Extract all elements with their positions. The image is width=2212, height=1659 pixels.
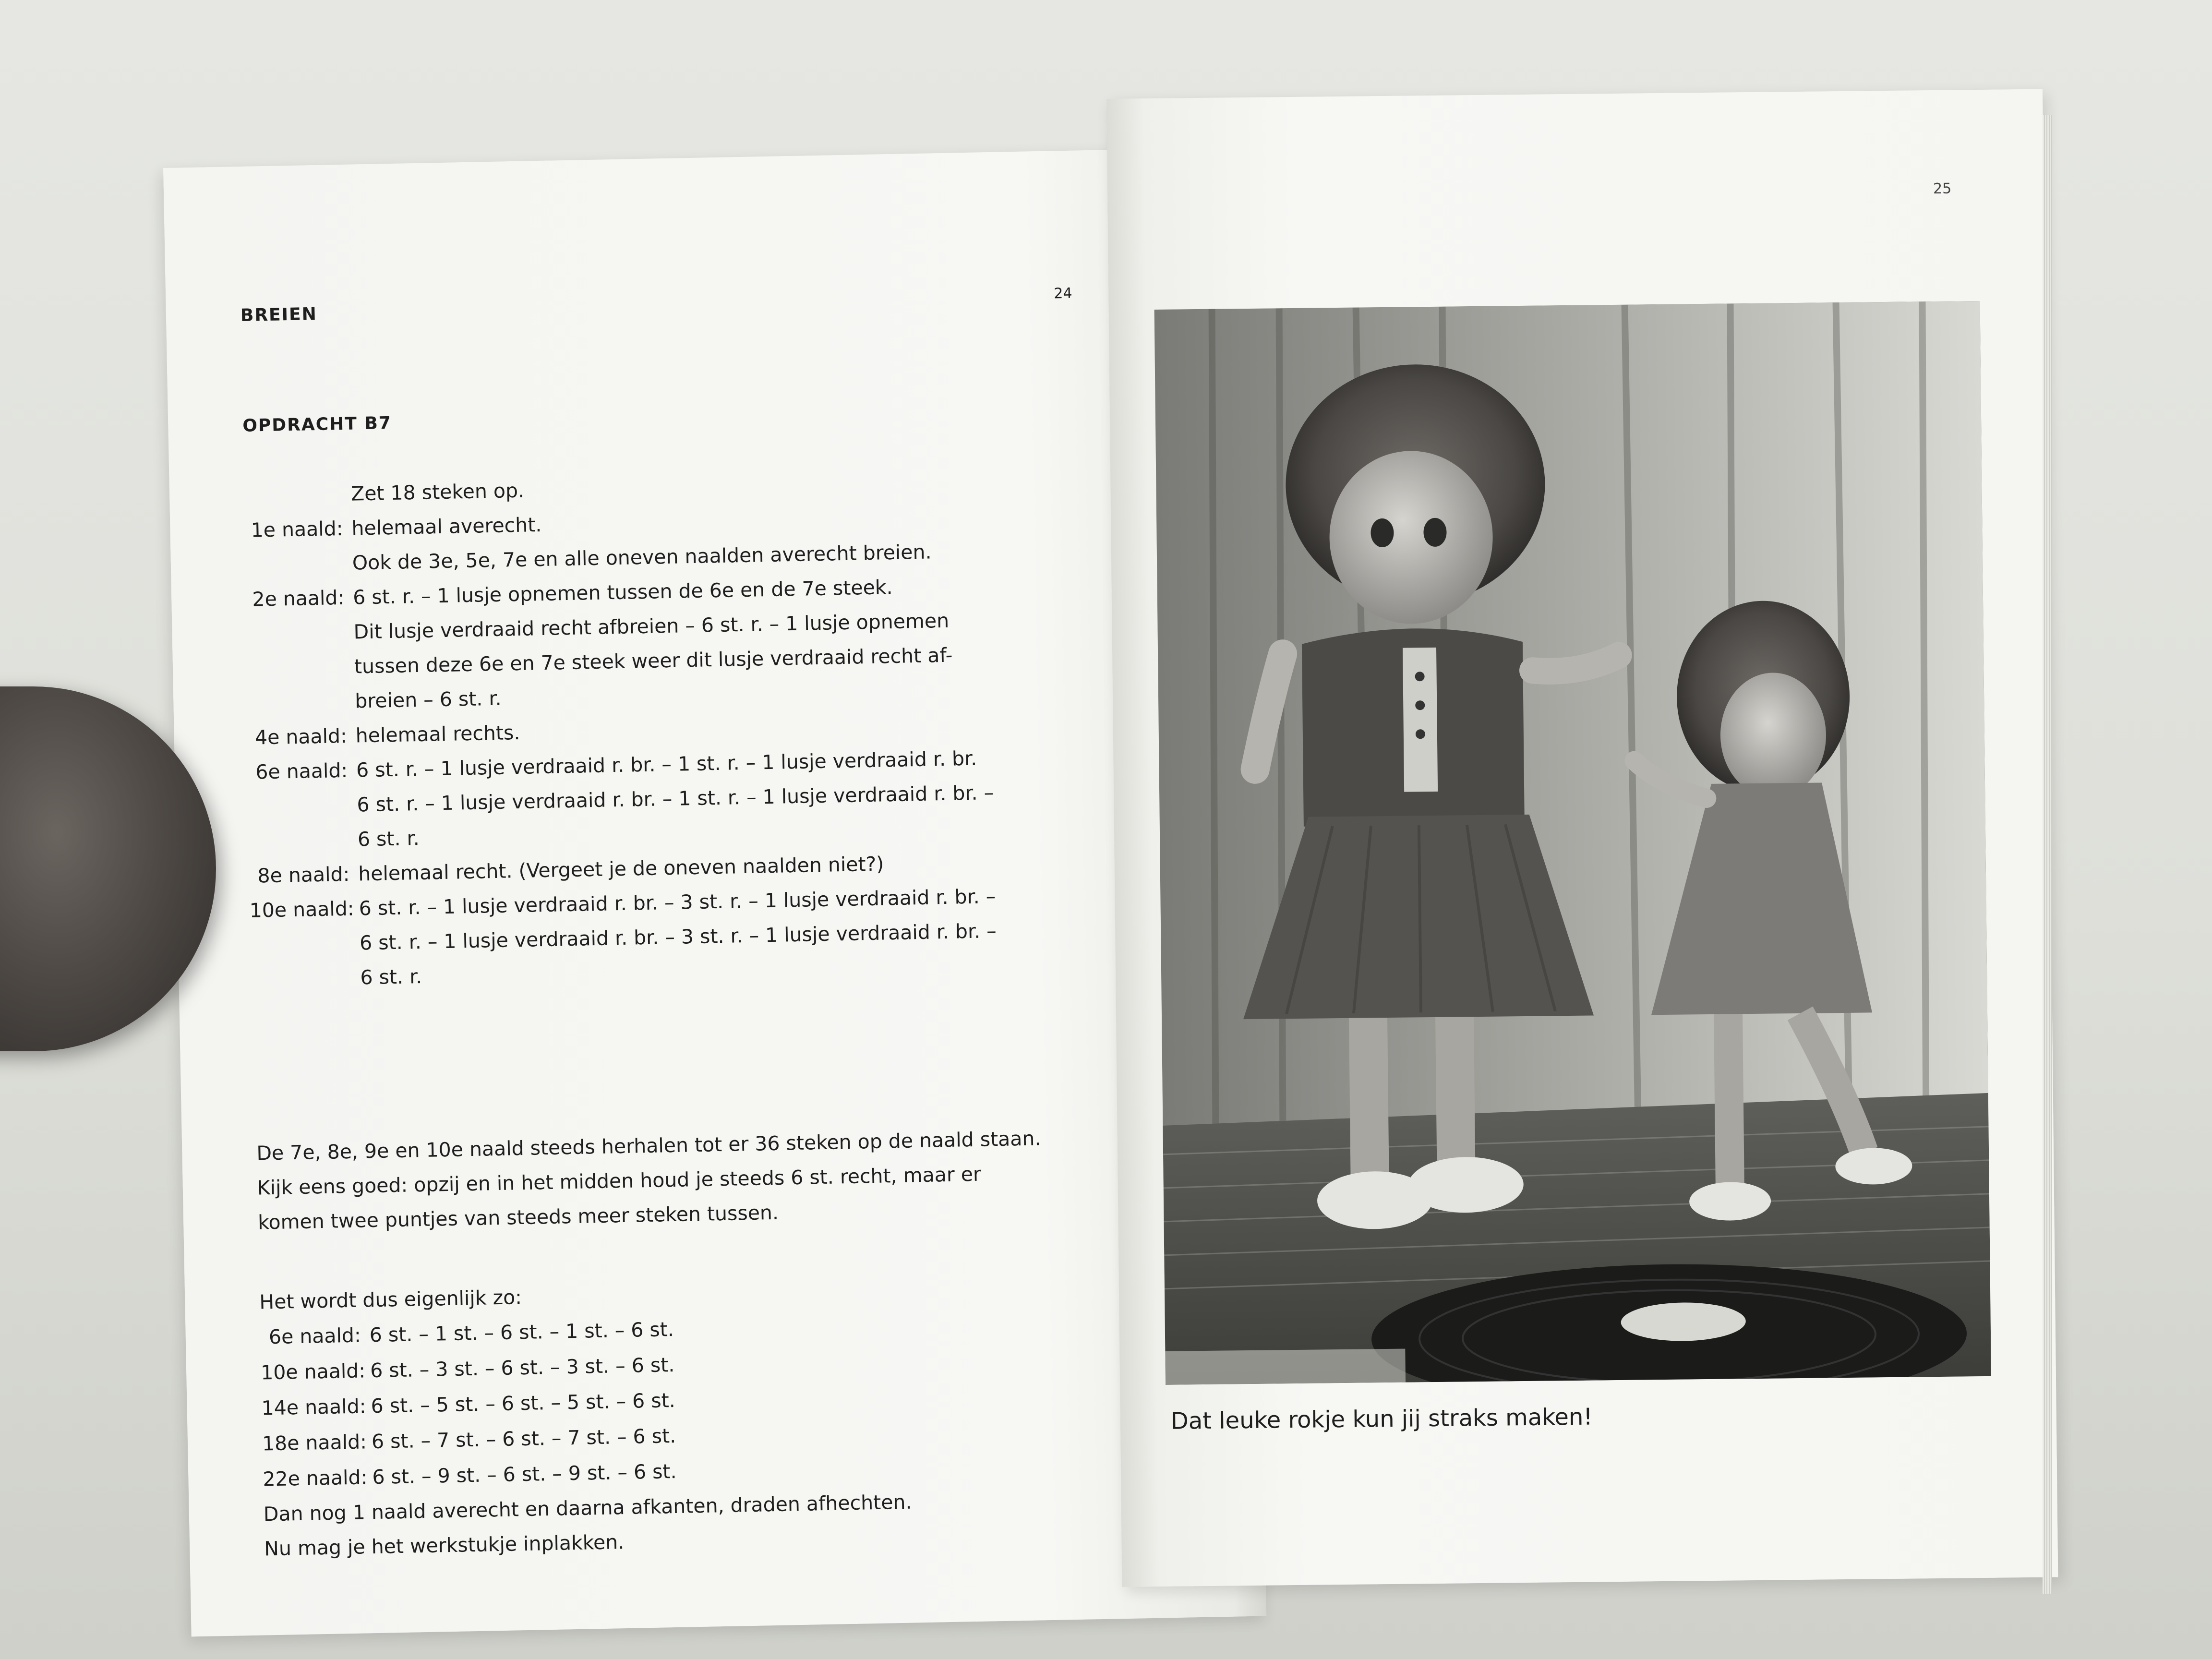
row-label: 6e naald:	[255, 758, 348, 784]
instruction-row	[249, 878, 1077, 997]
doll-photo	[1154, 301, 1991, 1385]
summary-intro: Het wordt dus eigenlijk zo:	[259, 1286, 522, 1314]
open-book	[144, 96, 2093, 1632]
page-number-left: 24	[1054, 285, 1072, 302]
summary-row: 22e naald: 6 st. – 9 st. – 6 st. – 9 st. – 6 st.	[263, 1459, 677, 1491]
instruction-row	[243, 566, 1071, 721]
closing-line: Nu mag je het werkstukje inplakken.	[264, 1530, 625, 1561]
row-label: 4e naald:	[254, 724, 348, 749]
row-text: Zet 18 steken op.	[350, 479, 525, 505]
summary-block	[259, 1269, 1090, 1566]
row-label: 2e naald:	[252, 586, 345, 611]
closing-line: Dan nog 1 naald averecht en daarna afkanten, draden afhechten.	[263, 1490, 912, 1526]
row-label: 10e naald:	[249, 897, 355, 922]
instruction-list	[241, 463, 1076, 997]
repeat-paragraph: De 7e, 8e, 9e en 10e naald steeds herhalen tot er 36 steken op de naald staan. Kijk eens goed: opzij en in het midden houd je steeds 6 st. recht, maar er komen twee puntjes van steeds meer steken tussen.	[256, 1127, 1041, 1234]
page-number-right: 25	[1933, 180, 1952, 197]
row-label	[241, 477, 351, 513]
row-label: 8e naald:	[257, 862, 350, 888]
section-header: BREIEN	[240, 304, 318, 325]
summary-row: 6e naald: 6 st. – 1 st. – 6 st. – 1 st. – 6 st.	[268, 1318, 674, 1349]
summary-row: 10e naald: 6 st. – 3 st. – 6 st. – 3 st. – 6 st.	[260, 1353, 675, 1384]
row-text: helemaal rechts.	[355, 721, 520, 747]
assignment-title: OPDRACHT B7	[242, 413, 392, 436]
row-label: 1e naald:	[251, 517, 343, 542]
photo-caption: Dat leuke rokje kun jij straks maken!	[1170, 1403, 1593, 1435]
instruction-row	[247, 739, 1074, 859]
summary-row: 14e naald: 6 st. – 5 st. – 6 st. – 5 st. – 6 st.	[261, 1389, 676, 1420]
summary-row: 18e naald: 6 st. – 7 st. – 6 st. – 7 st. – 6 st.	[262, 1424, 676, 1455]
row-text: 6 st. r. – 1 lusje verdraaid r. br. – 3 st. r. – 1 lusje verdraaid r. br. – 6 st. r. – 1 lusje verdraaid r. br. – 3 st. r. – 1 lusje verdraaid r. br. – 6 st. r.	[359, 884, 997, 989]
left-page	[163, 147, 1266, 1636]
page-edge	[2043, 115, 2052, 1594]
row-text: helemaal averecht. Ook de 3e, 5e, 7e en alle oneven naalden averecht breien.	[351, 513, 932, 575]
row-text: helemaal recht. (Vergeet je de oneven naalden niet?)	[358, 852, 884, 886]
row-text: 6 st. r. – 1 lusje opnemen tussen de 6e en de 7e steek. Dit lusje verdraaid recht afbreien – 6 st. r. – 1 lusje opnemen tussen deze 6e en 7e steek weer dit lusje verdraaid recht af- breien – 6 st. r.	[352, 575, 953, 713]
row-text: 6 st. r. – 1 lusje verdraaid r. br. – 1 st. r. – 1 lusje verdraaid r. br. 6 st. r. – 1 lusje verdraaid r. br. – 1 st. r. – 1 lusje verdraaid r. br. – 6 st. r.	[356, 746, 994, 851]
right-page	[1106, 89, 2058, 1587]
